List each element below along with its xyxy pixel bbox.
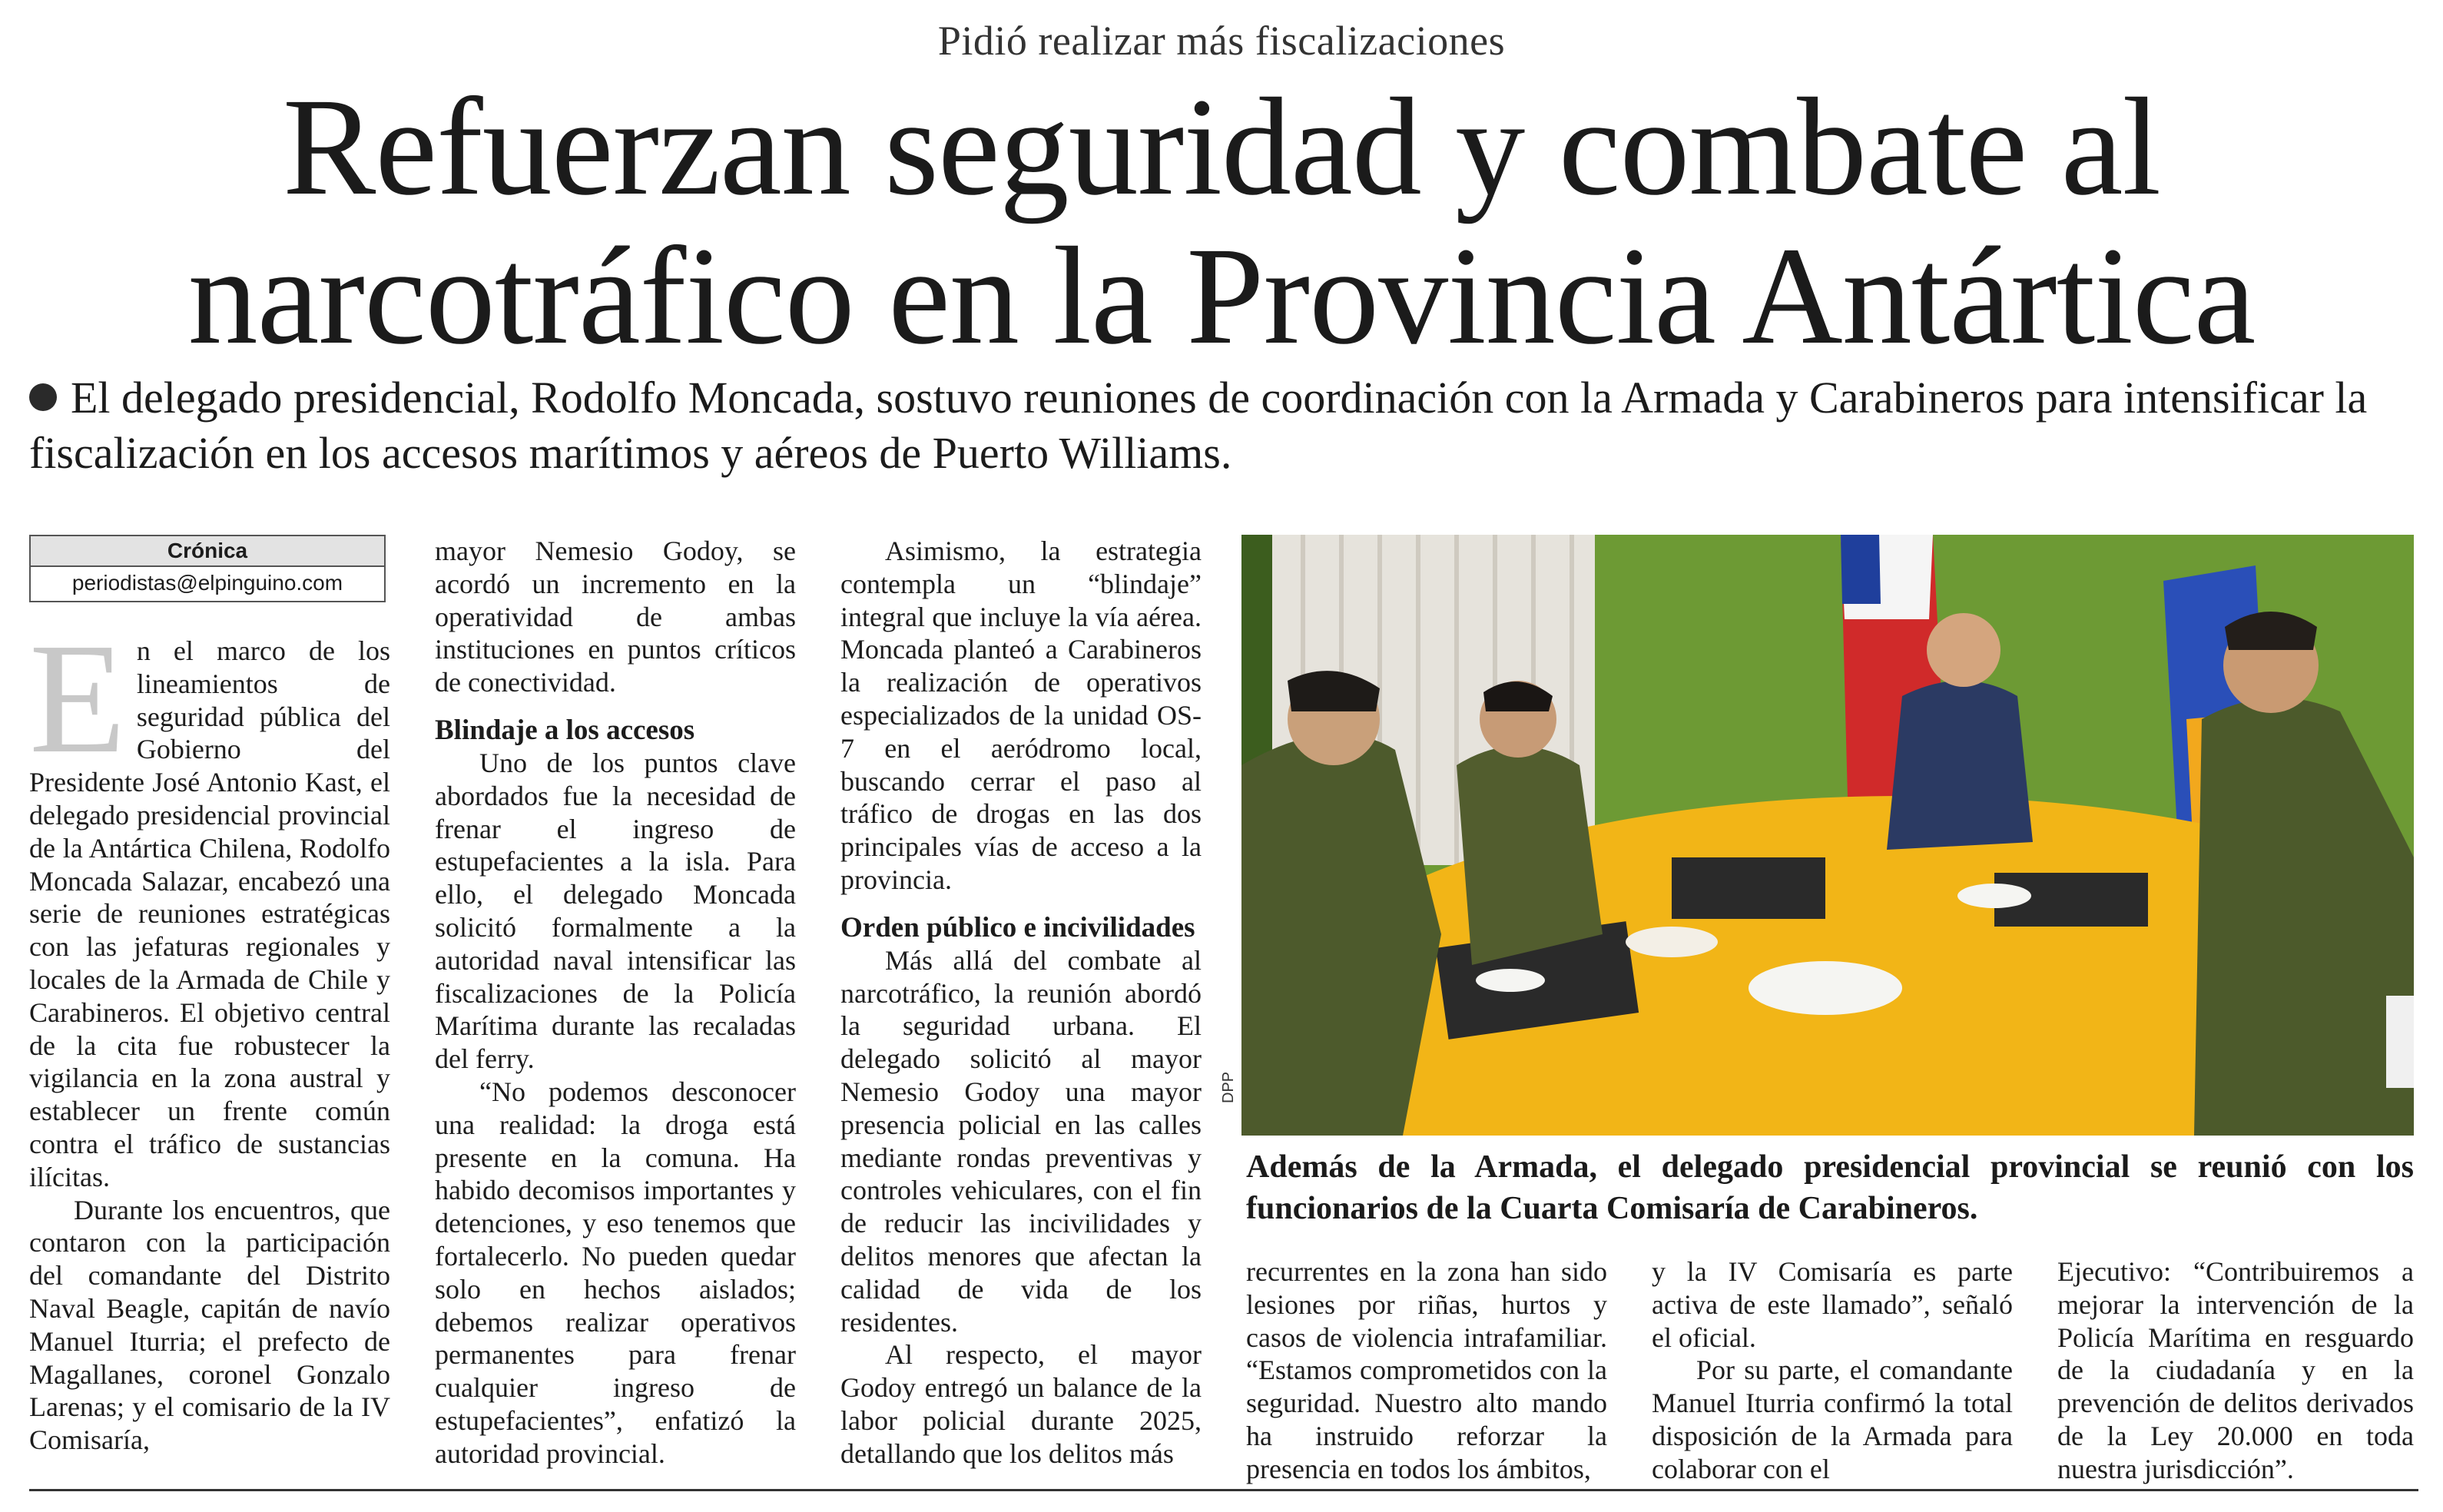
col3-paragraph-3: Al respecto, el mayor Godoy entregó un balance de la labor policial durante 2025, detallando que los delitos más — [840, 1339, 1202, 1469]
article-photo — [1241, 535, 2414, 1136]
col4-paragraph-1: recurrentes en la zona han sido lesiones por riñas, hurtos y casos de violencia intrafamiliar. “Estamos comprometidos con la seguridad. Nuestro alto mando ha instruido reforzar la presencia en todos los ámbitos, — [1246, 1256, 1607, 1484]
column-3 — [840, 535, 1202, 1471]
col3-paragraph-1: Asimismo, la estrategia contempla un “blindaje” integral que incluye la vía aérea. Moncada planteó a Carabineros la realización de operativos especializados de la unidad OS-7 en el aeródromo local, buscando cerrar el paso al tráfico de drogas en las dos principales vías de acceso a la provincia. — [840, 536, 1202, 895]
col5-paragraph-2: Por su parte, el comandante Manuel Iturria confirmó la total disposición de la Armada para colaborar con el — [1652, 1354, 2013, 1484]
section-title: Crónica — [31, 536, 384, 567]
column-5 — [1652, 1255, 2013, 1486]
photo-caption: Además de la Armada, el delegado presidencial provincial se reunió con los funcionarios de la Cuarta Comisaría de Carabineros. — [1246, 1149, 2414, 1226]
headline-line-1: Refuerzan seguridad y combate al — [282, 70, 2161, 224]
col1-paragraph-1: n el marco de los lineamientos de seguridad pública del Gobierno del Presidente José Antonio Kast, el delegado presidencial provincial de la Antártica Chilena, Rodolfo Moncada Salazar, encabezó una serie de reuniones estratégicas con las jefaturas regionales y locales de la Armada de Chile y Carabineros. El objetivo central de la cita fue robustecer la vigilancia en la zona austral y establecer un frente común contra el tráfico de sustancias ilícitas. — [29, 635, 390, 1192]
subhead-blindaje: Blindaje a los accesos — [435, 714, 695, 746]
bajada-text: El delegado presidencial, Rodolfo Moncada, sostuvo reuniones de coordinación con la Armada y Carabineros para intensificar la fiscalización en los accesos marítimos y aéreos de Puerto Williams. — [29, 373, 2368, 478]
section-box — [29, 535, 386, 602]
column-2 — [435, 535, 796, 1471]
subhead-orden-publico: Orden público e incivilidades — [840, 911, 1195, 943]
headline-line-2: narcotráfico en la Provincia Antártica — [187, 219, 2256, 373]
dropcap: E — [29, 610, 126, 786]
photo-credit: DPP — [1220, 1071, 1237, 1103]
section-email: periodistas@elpinguino.com — [71, 571, 343, 595]
col1-paragraph-2: Durante los encuentros, que contaron con la participación del comandante del Distrito Naval Beagle, capitán de navío Manuel Iturria; el prefecto de Magallanes, coronel Gonzalo Larenas; y el comisario de la IV Comisaría, — [29, 1194, 390, 1456]
kicker: Pidió realizar más fiscalizaciones — [937, 18, 1506, 64]
meeting-photo-illustration — [1241, 535, 2414, 1136]
headline — [0, 70, 2443, 373]
bottom-rule — [29, 1489, 2418, 1491]
col5-paragraph-1: y la IV Comisaría es parte activa de este llamado”, señaló el oficial. — [1652, 1256, 2013, 1353]
col2-paragraph-1: mayor Nemesio Godoy, se acordó un incremento en la operatividad de ambas instituciones en puntos críticos de conectividad. — [435, 536, 796, 698]
col2-paragraph-3: “No podemos desconocer una realidad: la droga está presente en la comuna. Ha habido decomisos importantes y detenciones, y eso tenemos que fortalecerlo. No pueden quedar solo en hechos aislados; debemos realizar operativos permanentes para frenar cualquier ingreso de estupefacientes”, enfatizó la autoridad provincial. — [435, 1076, 796, 1469]
bullet-icon — [29, 383, 57, 411]
col6-paragraph-1: Ejecutivo: “Contribuiremos a mejorar la intervención de la Policía Marítima en resguardo de la ciudadanía y en la prevención de delitos derivados de la Ley 20.000 en toda nuestra jurisdicción”. — [2057, 1256, 2414, 1484]
column-4 — [1246, 1255, 1607, 1486]
bajada — [29, 370, 2418, 481]
col3-paragraph-2: Más allá del combate al narcotráfico, la reunión abordó la seguridad urbana. El delegado solicitó al mayor Nemesio Godoy una mayor presencia policial en las calles mediante rondas preventivas y controles vehiculares, con el fin de reducir las incivilidades y delitos menores que afectan la calidad de vida de los residentes. — [840, 944, 1202, 1338]
column-6 — [2057, 1255, 2414, 1486]
col2-paragraph-2: Uno de los puntos clave abordados fue la necesidad de frenar el ingreso de estupefacientes a la isla. Para ello, el delegado Moncada solicitó formalmente a la autoridad naval intensificar las fiscalizaciones de la Policía Marítima durante las recaladas del ferry. — [435, 747, 796, 1075]
column-1 — [29, 535, 390, 1457]
